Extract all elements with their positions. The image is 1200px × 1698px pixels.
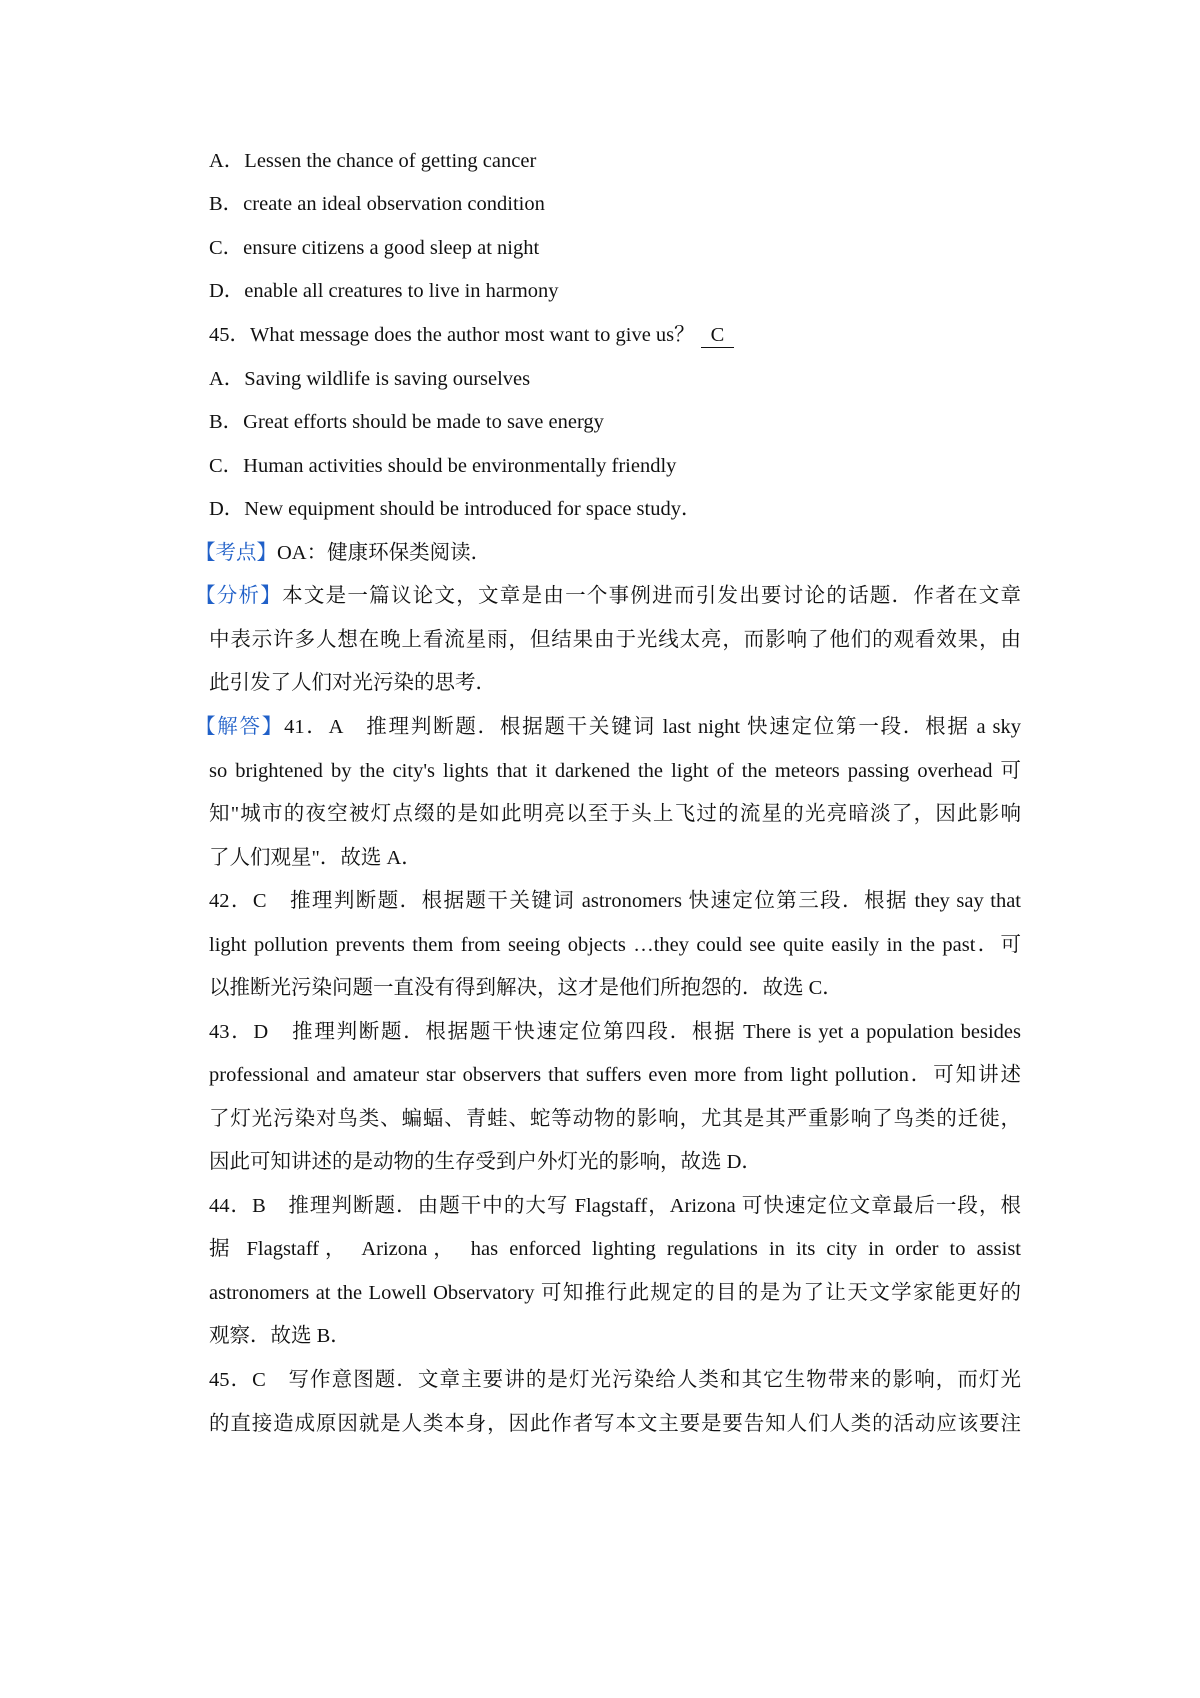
q44-option-d: D．enable all creatures to live in harmony [209,280,559,302]
answer-44-line-1: 44．B 推理判断题．由题干中的大写 Flagstaff，Arizona 可快速定位文章最后一段，根 [209,1195,1021,1217]
answer-44-line-4: 观察．故选 B． [209,1325,351,1347]
answer-43-line-1: 43．D 推理判断题．根据题干快速定位第四段．根据 There is yet a population besides [209,1021,1021,1043]
q45-option-b: B．Great efforts should be made to save energy [209,411,604,433]
answer-41-line-3: 知"城市的夜空被灯点缀的是如此明亮以至于头上飞过的流星的光亮暗淡了，因此影响 [209,803,1021,825]
answer-43-line-4: 因此可知讲述的是动物的生存受到户外灯光的影响，故选 D． [209,1151,762,1173]
q44-option-b: B．create an ideal observation condition [209,193,545,215]
answer-44-line-2: 据 Flagstaff， Arizona， has enforced lighting regulations in its city in order to assist [209,1238,1021,1260]
jieda-line-1 [195,712,1021,742]
fenxi-tag: 【分析】 [195,585,283,607]
answer-41-line-2: so brightened by the city's lights that it darkened the light of the meteors passing overhead 可 [209,760,1021,782]
q45-question [209,320,734,350]
kaodian-tag: 【考点】 [195,542,277,564]
answer-43-line-3: 了灯光污染对鸟类、蝙蝠、青蛙、蛇等动物的影响，尤其是其严重影响了鸟类的迁徙， [209,1108,1021,1130]
q45-option-c: C．Human activities should be environmentally friendly [209,455,677,477]
jieda-tag: 【解答】 [195,716,285,738]
answer-45-line-1: 45．C 写作意图题．文章主要讲的是灯光污染给人类和其它生物带来的影响，而灯光 [209,1369,1021,1391]
answer-43-line-2: professional and amateur star observers that suffers even more from light pollution．可知讲述 [209,1064,1021,1086]
answer-blank: C [701,323,735,348]
fenxi-line-2: 中表示许多人想在晚上看流星雨，但结果由于光线太亮，而影响了他们的观看效果，由 [209,629,1021,651]
answer-41-line-4: 了人们观星"．故选 A． [209,847,422,869]
fenxi-line-3: 此引发了人们对光污染的思考． [209,672,496,694]
q44-option-a: A．Lessen the chance of getting cancer [209,150,537,172]
answer-42-line-1: 42．C 推理判断题．根据题干关键词 astronomers 快速定位第三段．根据 they say that [209,890,1021,912]
answer-42-line-3: 以推断光污染问题一直没有得到解决，这才是他们所抱怨的．故选 C． [209,977,843,999]
kaodian-line [195,538,491,568]
fenxi-text-1: 本文是一篇议论文，文章是由一个事例进而引发出要讨论的话题．作者在文章 [282,585,1022,607]
q45-stem: 45．What message does the author most want to give us？ [209,324,695,346]
answer-44-line-3: astronomers at the Lowell Observatory 可知推行此规定的目的是为了让天文学家能更好的 [209,1282,1021,1304]
q44-option-c: C．ensure citizens a good sleep at night [209,237,540,259]
q45-option-a: A．Saving wildlife is saving ourselves [209,368,531,390]
answer-45-line-2: 的直接造成原因就是人类本身，因此作者写本文主要是要告知人们人类的活动应该要注 [209,1413,1021,1435]
kaodian-text: OA：健康环保类阅读． [277,542,492,564]
fenxi-line-1 [195,581,1021,611]
answer-42-line-2: light pollution prevents them from seeing objects …they could see quite easily in the past．可 [209,934,1021,956]
answer-41-text-1: 41．A 推理判断题．根据题干关键词 last night 快速定位第一段．根据 a sky [284,716,1022,738]
q45-option-d: D．New equipment should be introduced for space study． [209,498,702,520]
